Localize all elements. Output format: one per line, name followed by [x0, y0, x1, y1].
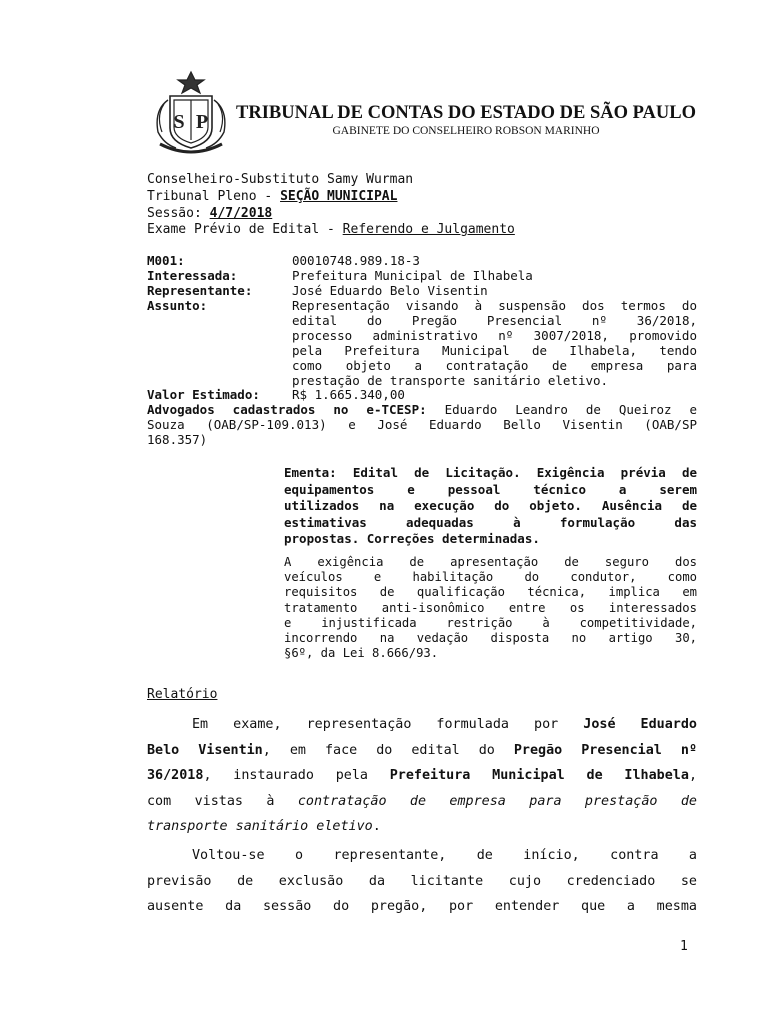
advogados-label: Advogados cadastrados no e-TCESP: — [147, 402, 427, 417]
svg-text:P: P — [195, 111, 209, 133]
coat-of-arms-seal — [150, 70, 232, 156]
assunto-label: Assunto: — [147, 298, 208, 313]
ementa-text: A exigência de apresentação de seguro dos veículos e habilitação do condutor, como requisitos de qualificação técnica, implica em tratamento anti-isonômico entre os interessados e injustificada restrição à competitividade, incorrendo na vedação disposta no artigo 30, §6º, da Lei 8.666/93. — [284, 555, 697, 661]
paragraph-1: Em exame, representação formulada por José Eduardo Belo Visentin, em face do edital do Pregão Presencial nº 36/2018, instaurado pela Prefeitura Municipal de Ilhabela, com vistas à contratação de empresa para prestação de transporte sanitário eletivo. — [147, 717, 697, 834]
representante-value: José Eduardo Belo Visentin — [292, 283, 488, 298]
m001-value: 00010748.989.18-3 — [292, 253, 420, 268]
exam-topic: Referendo e Julgamento — [342, 222, 515, 237]
section-title-relatorio: Relatório — [147, 687, 218, 702]
office-subtitle: GABINETE DO CONSELHEIRO ROBSON MARINHO — [332, 125, 600, 137]
exam-line: Exame Prévio de Edital - Referendo e Julgamento — [147, 222, 515, 237]
svg-text:S: S — [173, 111, 185, 133]
m001-label: M001: — [147, 253, 185, 268]
councillor-line: Conselheiro-Substituto Samy Wurman — [147, 172, 414, 187]
valor-value: R$ 1.665.340,00 — [292, 387, 405, 402]
paragraph-2: Voltou-se o representante, de início, contra a previsão de exclusão da licitante cujo credenciado se ausente da sessão do pregão, por entender que a mesma — [147, 848, 697, 914]
section-name: SEÇÃO MUNICIPAL — [280, 189, 398, 204]
tribunal-line: Tribunal Pleno - SEÇÃO MUNICIPAL — [147, 189, 398, 204]
assunto-value: Representação visando à suspensão dos termos do edital do Pregão Presencial nº 36/2018, processo administrativo nº 3007/2018, promovido pela Prefeitura Municipal de Ilhabela, tendo como objeto a contratação de empresa para prestação de transporte sanitário eletivo. — [292, 298, 697, 388]
advogados-block: Advogados cadastrados no e-TCESP: Eduardo Leandro de Queiroz e Souza (OAB/SP-109.013) e José Eduardo Bello Visentin (OAB/SP 168.357) — [147, 402, 697, 447]
session-line: Sessão: 4/7/2018 — [147, 206, 273, 221]
representante-label: Representante: — [147, 283, 253, 298]
page-number: 1 — [680, 939, 688, 954]
court-title: TRIBUNAL DE CONTAS DO ESTADO DE SÃO PAULO — [236, 103, 697, 123]
ementa-summary: Ementa: Edital de Licitação. Exigência prévia de equipamentos e pessoal técnico a serem utilizados na execução do objeto. Ausência de estimativas adequadas à formulação das propostas. Correções determinadas. — [284, 465, 697, 546]
session-date: 4/7/2018 — [209, 206, 273, 221]
interessada-value: Prefeitura Municipal de Ilhabela — [292, 268, 533, 283]
valor-label: Valor Estimado: — [147, 387, 260, 402]
interessada-label: Interessada: — [147, 268, 238, 283]
